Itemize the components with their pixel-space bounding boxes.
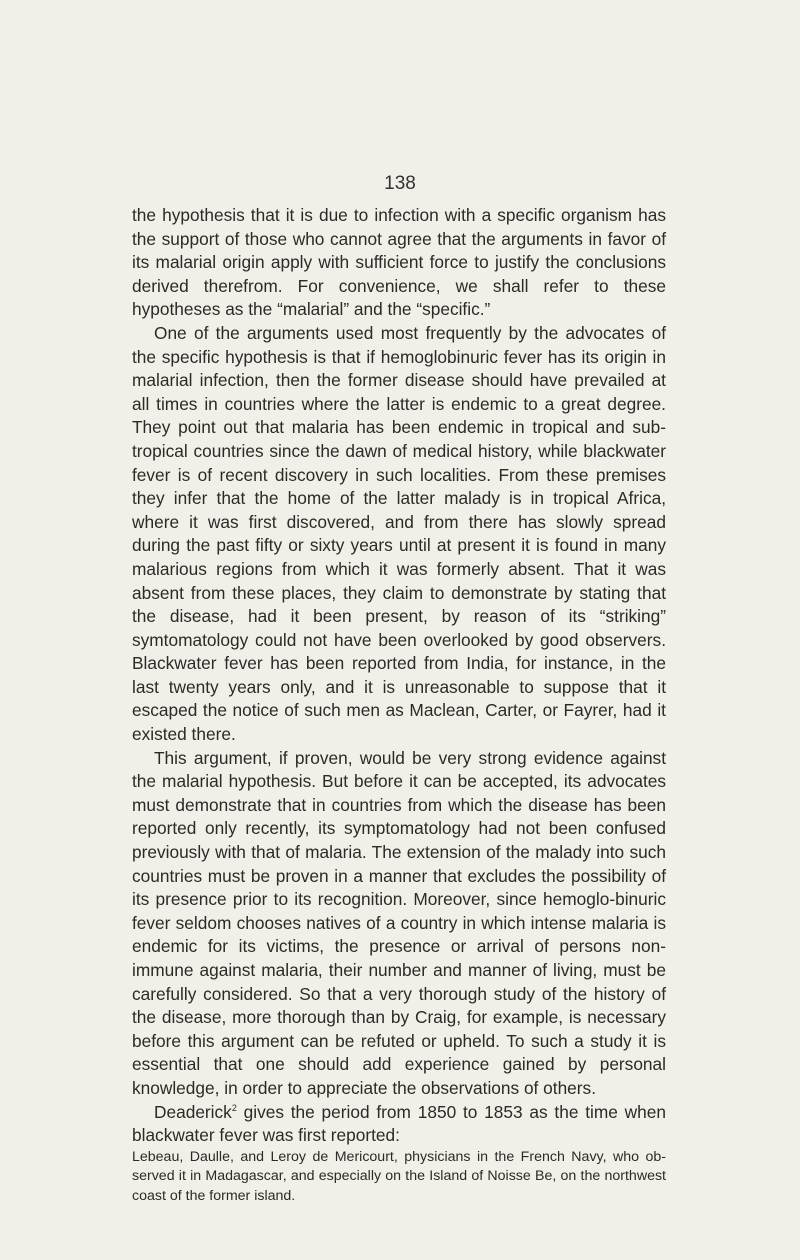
footnote-reference: 2: [231, 1102, 237, 1113]
block-quote: Lebeau, Daulle, and Leroy de Mericourt, physicians in the French Navy, who ob-served it in Madagascar, and especially on the Island of Noisse Be, on the northwest coast of the former island.: [132, 1148, 666, 1204]
paragraph-3: This argument, if proven, would be very strong evidence against the malarial hypothesis. But before it can be accepted, its advocates must demonstrate that in countries from which the disease has been reported only recently, its symptomatology had not been confused previously with that of malaria. The extension of the malady into such countries must be proven in a manner that excludes the possibility of its presence prior to its recognition. Moreover, since hemoglo-binuric fever seldom chooses natives of a country in which intense malaria is endemic for its victims, the presence or arrival of persons non-immune against malaria, their number and manner of living, must be carefully considered. So that a very thorough study of the history of the disease, more thorough than by Craig, for example, is necessary before this argument can be refuted or upheld. To such a study it is essential that one should add experience gained by personal knowledge, in order to appreciate the observations of others.: [132, 747, 666, 1098]
page-number: 138: [384, 173, 416, 194]
body-text: [132, 204, 666, 1206]
paragraph-4: [132, 1101, 666, 1148]
paragraph-1: the hypothesis that it is due to infection with a specific organism has the support of those who cannot agree that the arguments in favor of its malarial origin apply with sufficient force to justify the conclusions derived therefrom. For convenience, we shall refer to these hypotheses as the “malarial” and the “specific.”: [132, 205, 666, 320]
paragraph-2: One of the arguments used most frequently by the advocates of the specific hypothesis is that if hemoglobinuric fever has its origin in malarial infection, then the former disease should have prevailed at all times in countries where the latter is endemic to a great degree. They point out that malaria has been endemic in tropical and sub-tropical countries since the dawn of medical history, while blackwater fever is of recent discovery in such localities. From these premises they infer that the home of the latter malady is in tropical Africa, where it was first discovered, and from there has slowly spread during the past fifty or sixty years until at present it is found in many malarious regions from which it was formerly absent. That it was absent from these places, they claim to demonstrate by stating that the disease, had it been present, by reason of its “striking” symtomatology could not have been overlooked by good observers. Blackwater fever has been reported from India, for instance, in the last twenty years only, and it is unreasonable to suppose that it escaped the notice of such men as Maclean, Carter, or Fayrer, had it existed there.: [132, 322, 666, 745]
author-name: Deaderick: [154, 1101, 232, 1122]
paragraph-4-text: gives the period from 1850 to 1853 as the time when blackwater fever was first reported:: [132, 1101, 666, 1146]
